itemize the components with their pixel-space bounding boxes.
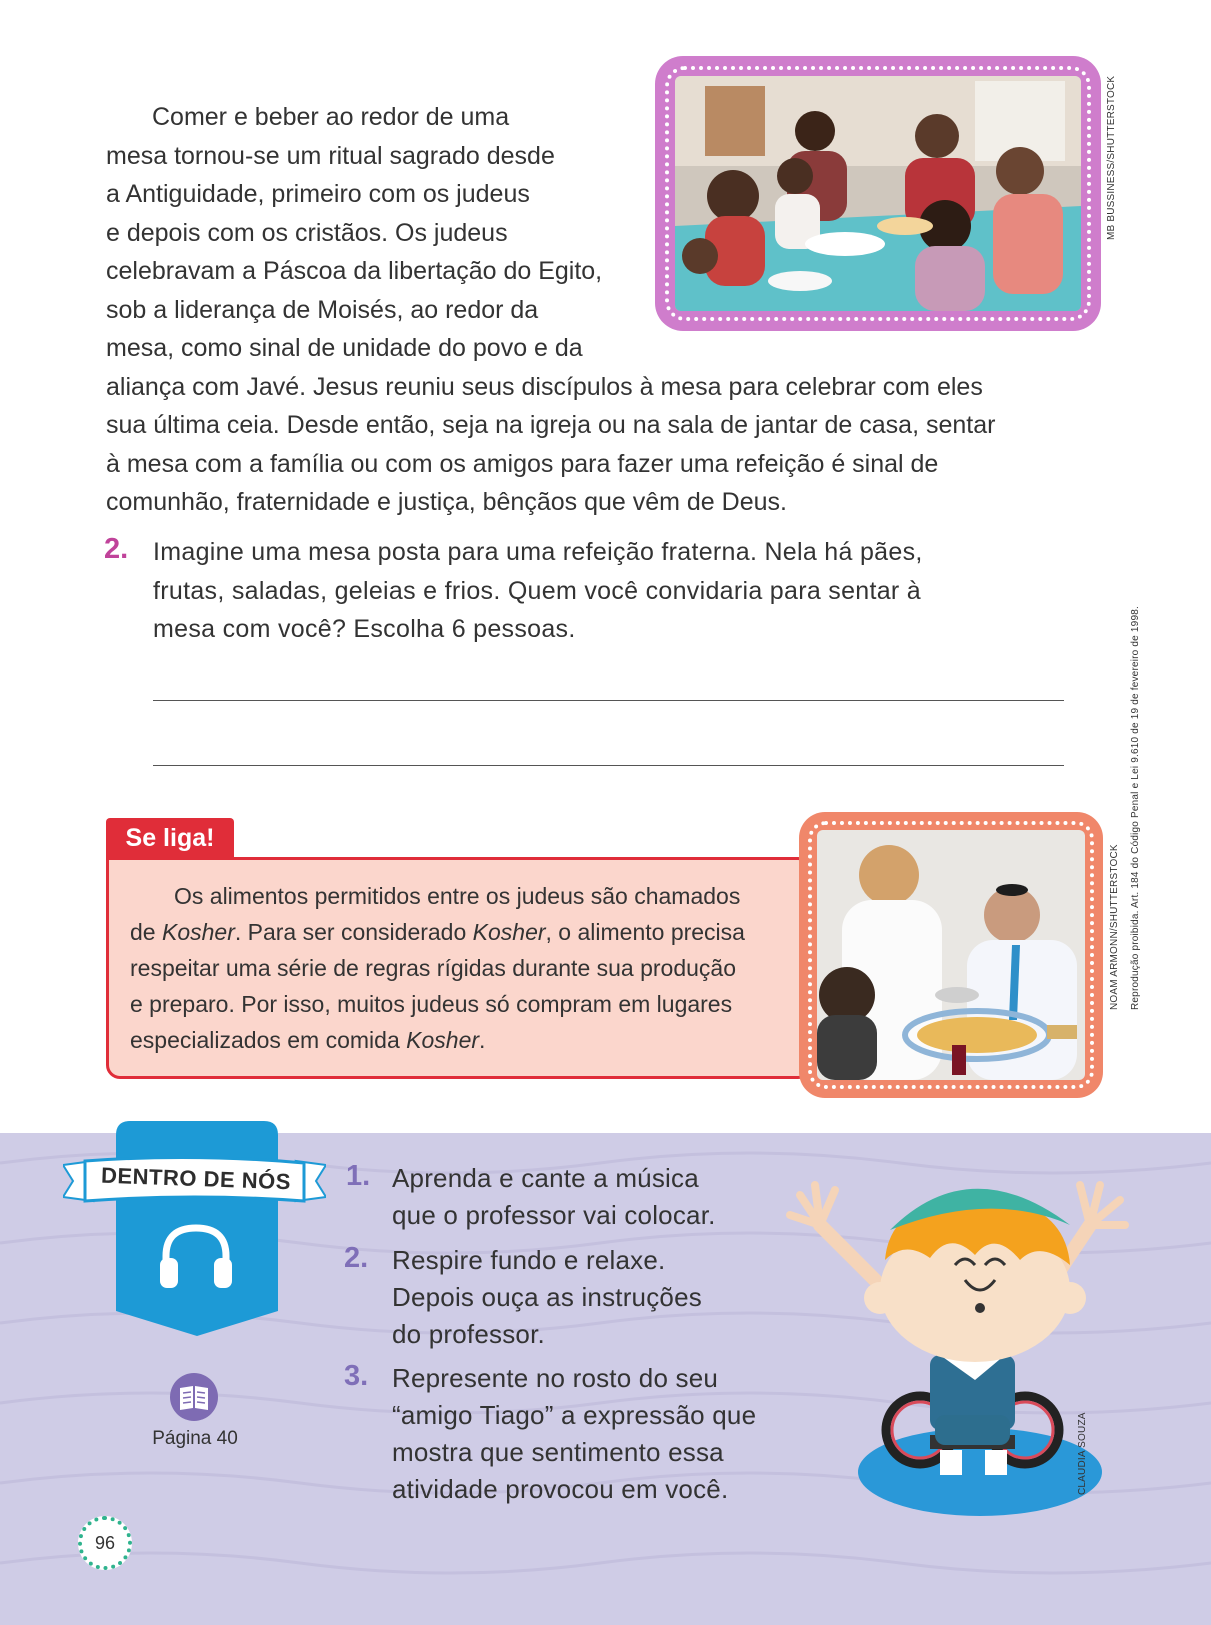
seliga-line: respeitar uma série de regras rígidas durante sua produção	[130, 955, 737, 981]
activity-line: Aprenda e cante a música	[392, 1163, 699, 1193]
seliga-line: e preparo. Por isso, muitos judeus só compram em lugares	[130, 991, 733, 1017]
intro-line: aliança com Javé. Jesus reuniu seus discípulos à mesa para celebrar com eles	[106, 372, 983, 401]
activity-line: que o professor vai colocar.	[392, 1200, 716, 1230]
legal-notice: Reprodução proibida. Art. 184 do Código Penal e Lei 9.610 de 19 de fevereiro de 1998.	[1130, 606, 1141, 1010]
book-icon	[170, 1373, 218, 1421]
intro-line: sob a liderança de Moisés, ao redor da	[106, 295, 539, 324]
activity-line: mostra que sentimento essa	[392, 1437, 724, 1467]
intro-line: à mesa com a família ou com os amigos para fazer uma refeição é sinal de	[106, 449, 939, 478]
activity-line: Represente no rosto do seu	[392, 1363, 719, 1393]
intro-line: e depois com os cristãos. Os judeus	[106, 218, 508, 247]
activity-line: “amigo Tiago” a expressão que	[392, 1400, 757, 1430]
photo-credit-2: NOAM ARMONN/SHUTTERSTOCK	[1109, 844, 1120, 1010]
question-text	[153, 533, 1053, 649]
family-dinner-photo	[675, 76, 1081, 311]
intro-line: Comer e beber ao redor de uma	[152, 103, 510, 131]
page-number: 96	[78, 1516, 132, 1570]
headphones-icon	[158, 1222, 234, 1290]
activity-line: Respire fundo e relaxe.	[392, 1245, 666, 1275]
intro-line: mesa, como sinal de unidade do povo e da	[106, 334, 583, 362]
dentro-banner-text: DENTRO DE NÓS	[100, 1162, 292, 1195]
activity-number: 2.	[344, 1242, 369, 1274]
question-number: 2.	[104, 533, 129, 565]
intro-line: comunhão, fraternidade e justiça, bênçãos que vêm de Deus.	[106, 488, 787, 516]
question-line: frutas, saladas, geleias e frios. Quem você convidaria para sentar à	[153, 576, 922, 605]
activity-line: Depois ouça as instruções	[392, 1282, 702, 1312]
activity-text	[392, 1242, 702, 1353]
family-photo-frame	[655, 56, 1101, 331]
intro-line: a Antiguidade, primeiro com os judeus	[106, 180, 530, 208]
intro-line: sua última ceia. Desde então, seja na igreja ou na sala de jantar de casa, sentar	[106, 411, 996, 439]
activity-text	[392, 1160, 716, 1234]
activity-number: 1.	[346, 1160, 371, 1192]
activity-line: atividade provocou em você.	[392, 1474, 729, 1504]
intro-line: mesa tornou-se um ritual sagrado desde	[106, 141, 555, 170]
kosher-photo-frame	[799, 812, 1103, 1098]
photo-credit-1: MB BUSSINESS/SHUTTERSTOCK	[1106, 75, 1117, 240]
question-line: Imagine uma mesa posta para uma refeição fraterna. Nela há pães,	[153, 538, 923, 566]
seliga-text	[130, 878, 790, 1058]
seliga-title: Se liga!	[106, 818, 234, 858]
seliga-line: de Kosher. Para ser considerado Kosher, o alimento precisa	[130, 919, 745, 945]
kosher-meal-photo	[817, 830, 1085, 1080]
seliga-line: Os alimentos permitidos entre os judeus são chamados	[174, 883, 741, 909]
intro-line: celebravam a Páscoa da libertação do Egito,	[106, 257, 603, 285]
answer-line[interactable]	[153, 765, 1064, 766]
activity-text	[392, 1360, 756, 1508]
illustration-credit: CLAUDIA SOUZA	[1077, 1412, 1088, 1495]
answer-line[interactable]	[153, 700, 1064, 701]
seliga-line: especializados em comida Kosher.	[130, 1027, 486, 1053]
question-line: mesa com você? Escolha 6 pessoas.	[153, 615, 576, 643]
page-reference: Página 40	[152, 1428, 238, 1449]
activity-line: do professor.	[392, 1319, 545, 1349]
activity-number: 3.	[344, 1360, 369, 1392]
